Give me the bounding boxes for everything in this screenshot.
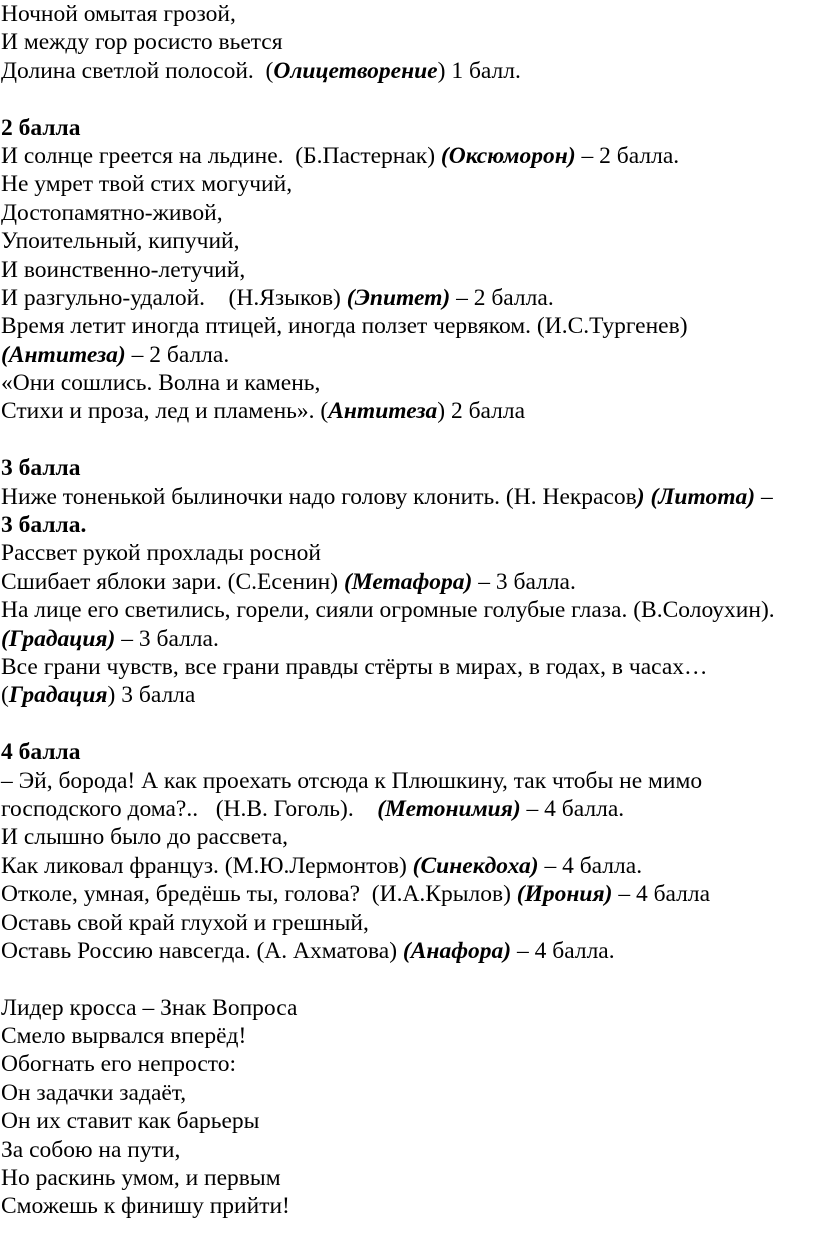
device-term: Градация [8,682,108,709]
device-term: (Синекдоха) [412,852,539,879]
line-text: Сшибает яблоки зари. (С.Есенин) [1,568,344,595]
device-term: (Антитеза) [1,341,126,368]
poem-line [1,1192,816,1220]
line-text: «Они сошлись. Волна и камень, [1,370,321,397]
text-line [1,511,816,539]
text-line [1,0,816,28]
text-line [1,312,816,340]
line-text: Сможешь к финишу прийти! [1,1193,290,1220]
line-text: Отколе, умная, бредёшь ты, голова? (И.А.Крылов) [1,881,517,908]
text-line [1,199,816,227]
section-heading [1,454,816,482]
text-line [1,596,816,624]
line-text: Рассвет рукой прохлады росной [1,540,321,567]
heading-text: 4 балла [1,739,81,766]
text-line [1,909,816,937]
device-term: Антитеза [328,398,438,425]
text-line [1,397,816,425]
line-text: На лице его светились, горели, сияли огромные голубые глаза. (В.Солоухин). [1,597,775,624]
text-line [1,568,816,596]
device-term: (Анафора) [402,937,512,964]
device-term: ) (Литота) [636,483,756,510]
line-text: Стихи и проза, лед и пламень». ( [1,398,329,425]
score-text: – 3 балла. [472,568,576,595]
line-text: Оставь Россию навсегда. (А. Ахматова) [1,937,403,964]
line-text: Смело вырвался вперёд! [1,1023,247,1050]
score-text: – 4 балла. [511,937,615,964]
line-text: За собою на пути, [1,1136,181,1163]
text-line [1,823,816,851]
text-line [1,852,816,880]
text-line [1,227,816,255]
device-term: (Метонимия) [377,795,521,822]
blank-line [1,965,816,993]
text-line [1,795,816,823]
text-line [1,625,816,653]
text-line [1,539,816,567]
text-line [1,483,816,511]
heading-text: 2 балла [1,114,81,141]
text-line [1,28,816,56]
line-text: Он их ставит как барьеры [1,1108,260,1135]
text-line [1,369,816,397]
device-term: (Метафора) [343,568,473,595]
score-text: ) 1 балл. [437,57,521,84]
line-text: Все грани чувств, все грани правды стёрты в мирах, в годах, в часах… [1,653,708,680]
score-text: – 2 балла. [125,341,230,368]
line-text: Не умрет твой стих могучий, [1,171,293,198]
line-text: И между гор росисто вьется [1,29,283,56]
text-line [1,170,816,198]
line-text: Оставь свой край глухой и грешный, [1,909,369,936]
blank-line [1,426,816,454]
blank-line [1,85,816,113]
text-line [1,767,816,795]
section-heading [1,738,816,766]
text-line [1,681,816,709]
score-text: 3 балла. [1,512,87,539]
poem-line [1,994,816,1022]
device-term: (Ирония) [516,881,613,908]
line-text: Ночной омытая грозой, [1,1,236,27]
score-text: – 2 балла. [575,142,680,169]
text-line [1,937,816,965]
text-line [1,880,816,908]
line-text: – Эй, борода! А как проехать отсюда к Плюшкину, так чтобы не мимо [1,767,703,794]
line-text: Обогнать его непросто: [1,1051,237,1078]
text-line [1,341,816,369]
text-line [1,142,816,170]
poem-line [1,1050,816,1078]
text-line [1,284,816,312]
score-text: – 4 балла [612,881,711,908]
poem-line [1,1079,816,1107]
text-line [1,256,816,284]
score-text: – 4 балла. [538,852,643,879]
score-text: ) 3 балла [107,682,196,709]
line-text: И разгульно-удалой. (Н.Языков) [1,284,347,311]
section-heading [1,114,816,142]
score-text: – 2 балла. [450,284,554,311]
device-term: (Градация) [1,625,116,652]
line-text: Но раскинь умом, и первым [1,1165,281,1192]
score-text: – 4 балла. [520,795,625,822]
line-text: Время летит иногда птицей, иногда ползет червяком. (И.С.Тургенев) [1,313,688,340]
text-line [1,57,816,85]
heading-text: 3 балла [1,455,81,482]
device-term: Олицетворение [273,57,438,84]
poem-line [1,1107,816,1135]
line-text: ( [1,682,9,709]
device-term: (Оксюморон) [440,142,576,169]
poem-line [1,1136,816,1164]
line-text: Ниже тоненькой былиночки надо голову клонить. (Н. Некрасов [1,483,637,510]
line-text: Упоительный, кипучий, [1,228,240,255]
line-text: Как ликовал француз. (М.Ю.Лермонтов) [1,852,413,879]
line-text: И воинственно-летучий, [1,256,246,283]
score-text: – [755,483,773,510]
score-text: ) 2 балла [437,398,526,425]
blank-line [1,710,816,738]
line-text: И солнце греется на льдине. (Б.Пастернак) [1,142,441,169]
score-text: – 3 балла. [115,625,219,652]
line-text: Достопамятно-живой, [1,199,223,226]
line-text: Он задачки задаёт, [1,1079,187,1106]
text-line [1,653,816,681]
line-text: Лидер кросса – Знак Вопроса [1,994,298,1021]
poem-line [1,1022,816,1050]
line-text: господского дома?.. (Н.В. Гоголь). [1,795,378,822]
poem-line [1,1164,816,1192]
device-term: (Эпитет) [346,284,451,311]
line-text: Долина светлой полосой. ( [1,57,274,84]
line-text: И слышно было до рассвета, [1,824,289,851]
